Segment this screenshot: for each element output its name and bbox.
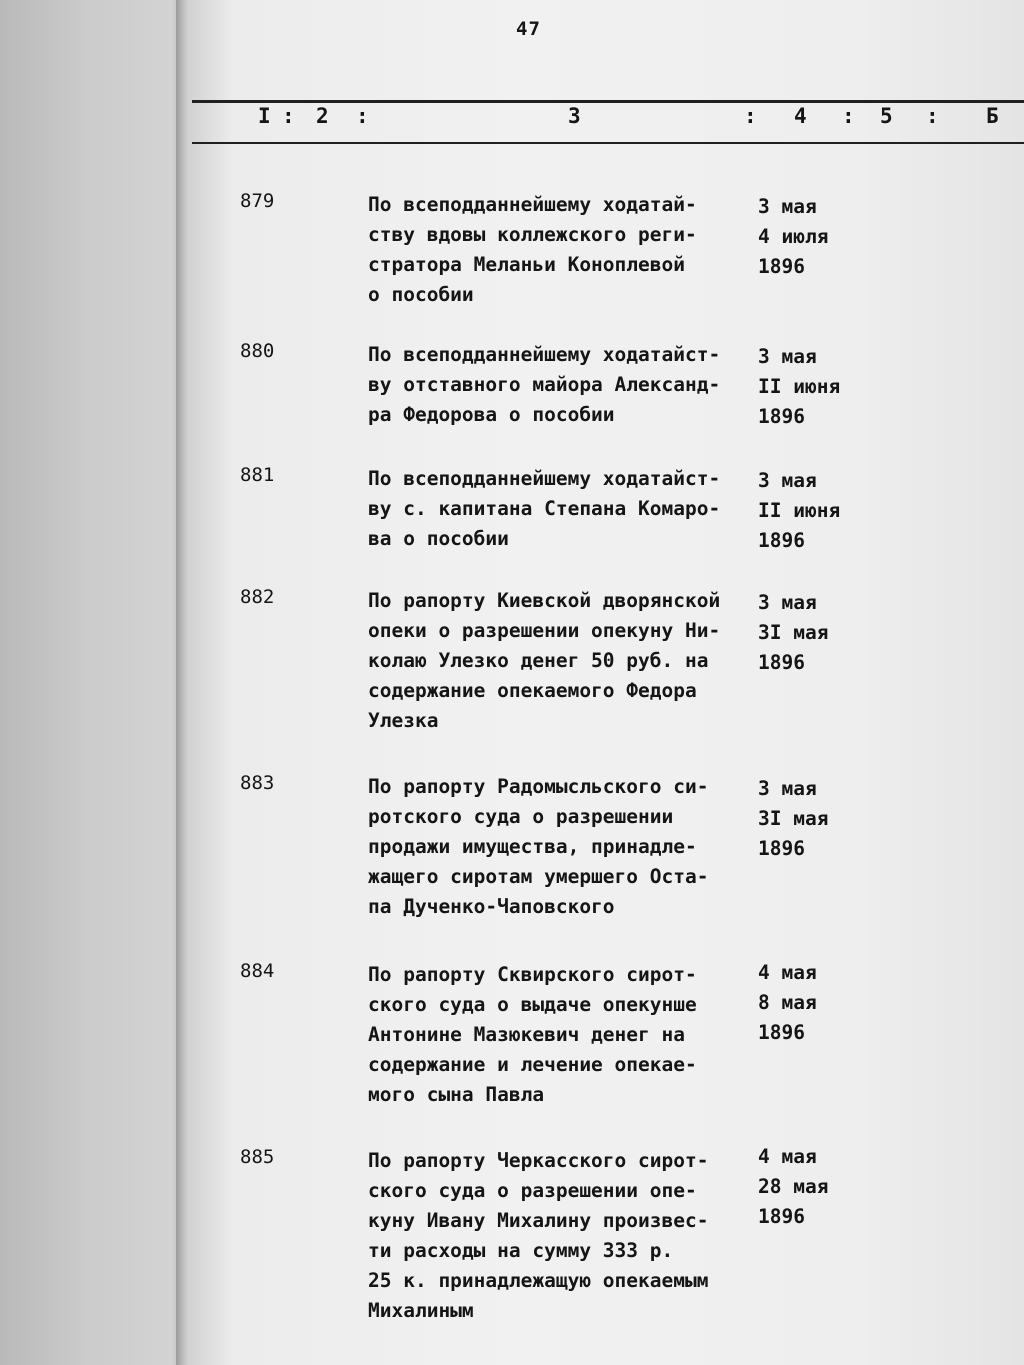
year: 1896 — [758, 651, 805, 674]
entry-number: 883 — [240, 772, 275, 794]
entry-description — [368, 340, 768, 430]
description-line: ра Федорова о пособии — [368, 403, 615, 426]
column-header-2: 2 — [316, 104, 329, 128]
description-line: ского суда о выдаче опекунше — [368, 993, 697, 1016]
description-line: стратора Меланьи Коноплевой — [368, 253, 685, 276]
entry-number: 880 — [240, 340, 275, 362]
entry-dates — [758, 958, 817, 1048]
entry-dates — [758, 774, 828, 864]
year: 1896 — [758, 1021, 805, 1044]
header-rule-bottom — [192, 142, 1024, 144]
column-separator: : — [282, 104, 295, 128]
year: 1896 — [758, 1205, 805, 1228]
page-number: 47 — [516, 18, 541, 40]
description-line: По всеподданнейшему ходатай- — [368, 193, 697, 216]
start-date: 4 мая — [758, 1145, 817, 1168]
description-line: ству вдовы коллежского реги- — [368, 223, 697, 246]
facing-page-edge — [0, 0, 190, 1365]
description-line: ротского суда о разрешении — [368, 805, 674, 828]
description-line: По рапорту Киевской дворянской — [368, 589, 721, 612]
description-line: Антонине Мазюкевич денег на — [368, 1023, 685, 1046]
column-separator: : — [744, 104, 757, 128]
description-line: По всеподданнейшему ходатайст- — [368, 467, 721, 490]
end-date: II июня — [758, 375, 841, 398]
entry-number: 885 — [240, 1146, 275, 1168]
start-date: 3 мая — [758, 591, 817, 614]
description-line: продажи имущества, принадле- — [368, 835, 697, 858]
entry-dates — [758, 342, 840, 432]
entry-description — [368, 1146, 768, 1326]
column-header-6: Б — [986, 104, 999, 128]
description-line: По рапорту Радомысльского си- — [368, 775, 709, 798]
entry-description — [368, 190, 768, 310]
entry-description — [368, 464, 768, 554]
description-line: содержание и лечение опекае- — [368, 1053, 697, 1076]
description-line: Михалиным — [368, 1299, 474, 1322]
entry-number: 881 — [240, 464, 275, 486]
end-date: 8 мая — [758, 991, 817, 1014]
year: 1896 — [758, 529, 805, 552]
end-date: II июня — [758, 499, 841, 522]
start-date: 3 мая — [758, 195, 817, 218]
column-separator: : — [926, 104, 939, 128]
description-line: По рапорту Черкасского сирот- — [368, 1149, 709, 1172]
description-line: По всеподданнейшему ходатайст- — [368, 343, 721, 366]
description-line: ти расходы на сумму 333 р. — [368, 1239, 674, 1262]
book-spine — [176, 0, 190, 1365]
column-separator: : — [356, 104, 369, 128]
description-line: колаю Улезко денег 50 руб. на — [368, 649, 709, 672]
end-date: 4 июля — [758, 225, 829, 248]
end-date: 3I мая — [758, 807, 829, 830]
entry-number: 879 — [240, 190, 275, 212]
entry-description — [368, 960, 768, 1110]
column-header-5: 5 — [880, 104, 893, 128]
description-line: ского суда о разрешении опе- — [368, 1179, 697, 1202]
description-line: мого сына Павла — [368, 1083, 545, 1106]
description-line: па Дученко-Чаповского — [368, 895, 615, 918]
header-rule-top — [192, 100, 1024, 103]
entry-description — [368, 586, 768, 736]
description-line: жащего сиротам умершего Оста- — [368, 865, 709, 888]
column-header-3: 3 — [568, 104, 581, 128]
description-line: о пособии — [368, 283, 474, 306]
column-separator: : — [842, 104, 855, 128]
year: 1896 — [758, 405, 805, 428]
entry-number: 884 — [240, 960, 275, 982]
entry-number: 882 — [240, 586, 275, 608]
entry-dates — [758, 588, 828, 678]
start-date: 4 мая — [758, 961, 817, 984]
end-date: 3I мая — [758, 621, 829, 644]
description-line: По рапорту Сквирского сирот- — [368, 963, 697, 986]
column-header-1: I — [258, 104, 271, 128]
entry-description — [368, 772, 768, 922]
description-line: ву отставного майора Александ- — [368, 373, 721, 396]
description-line: содержание опекаемого Федора — [368, 679, 697, 702]
description-line: Улезка — [368, 709, 439, 732]
entry-dates — [758, 1142, 828, 1232]
end-date: 28 мая — [758, 1175, 829, 1198]
entry-dates — [758, 466, 840, 556]
entry-dates — [758, 192, 828, 282]
start-date: 3 мая — [758, 777, 817, 800]
description-line: опеки о разрешении опекуну Ни- — [368, 619, 721, 642]
year: 1896 — [758, 837, 805, 860]
description-line: 25 к. принадлежащую опекаемым — [368, 1269, 709, 1292]
description-line: куну Ивану Михалину произвес- — [368, 1209, 709, 1232]
year: 1896 — [758, 255, 805, 278]
description-line: ва о пособии — [368, 527, 509, 550]
column-header-4: 4 — [794, 104, 807, 128]
description-line: ву с. капитана Степана Комаро- — [368, 497, 721, 520]
start-date: 3 мая — [758, 469, 817, 492]
start-date: 3 мая — [758, 345, 817, 368]
